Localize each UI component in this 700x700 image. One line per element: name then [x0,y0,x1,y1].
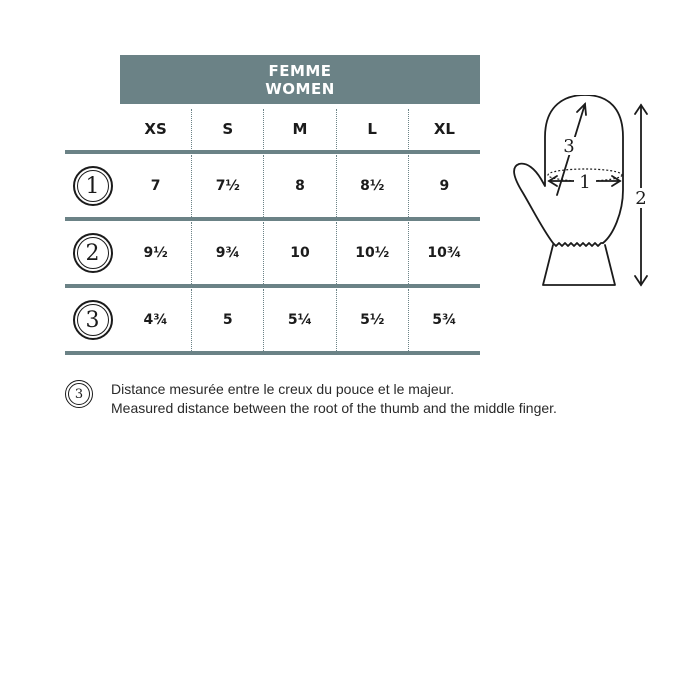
cuff-outline [543,245,615,285]
note-english: Measured distance between the root of the thumb and the middle finger. [111,400,557,416]
table-cell: 5½ [337,289,409,351]
divider [65,351,480,355]
measurement-note [65,380,557,418]
size-s: S [192,109,264,149]
note-french: Distance mesurée entre le creux du pouce et le majeur. [111,381,455,397]
table-cell: 10 [264,222,336,284]
divider [65,284,480,288]
size-xl: XL [433,120,455,138]
table-row [65,289,480,351]
measure-badge-label: 2 [77,237,109,269]
mitten-diagram [505,95,665,295]
note-badge-label: 3 [68,383,90,405]
header-english: WOMEN [265,79,335,98]
table-cell: 4¾ [120,289,192,351]
diagram-label-1: 1 [579,172,591,193]
header-french: FEMME [268,61,332,80]
measure-badge-label: 1 [77,170,109,202]
note-text [111,380,557,418]
table-cell: 8 [264,155,336,217]
measure-badge [73,300,113,340]
size-xs: XS [120,109,192,149]
cuff-zigzag [553,243,603,246]
size-header-row [120,109,480,149]
table-cell: 10½ [337,222,409,284]
table-cell: 10¾ [427,245,462,261]
diagram-label-3: 3 [563,136,575,157]
table-cell: 9½ [120,222,192,284]
divider [65,150,480,154]
table-cell: 5¾ [432,312,457,328]
table-header [120,55,480,104]
size-l: L [337,109,409,149]
table-cell: 9¾ [192,222,264,284]
table-cell: 7 [120,155,192,217]
mitten-outline [514,95,623,243]
measure-badge [73,166,113,206]
measure-badge [73,233,113,273]
table-row [65,155,480,217]
table-row [65,222,480,284]
table-cell: 9 [439,178,450,194]
measure-badge-label: 3 [77,304,109,336]
table-cell: 7½ [192,155,264,217]
table-cell: 5¼ [264,289,336,351]
divider [65,217,480,221]
size-m: M [264,109,336,149]
note-badge [65,380,93,408]
table-cell: 8½ [337,155,409,217]
table-cell: 5 [192,289,264,351]
diagram-label-2: 2 [635,188,647,209]
